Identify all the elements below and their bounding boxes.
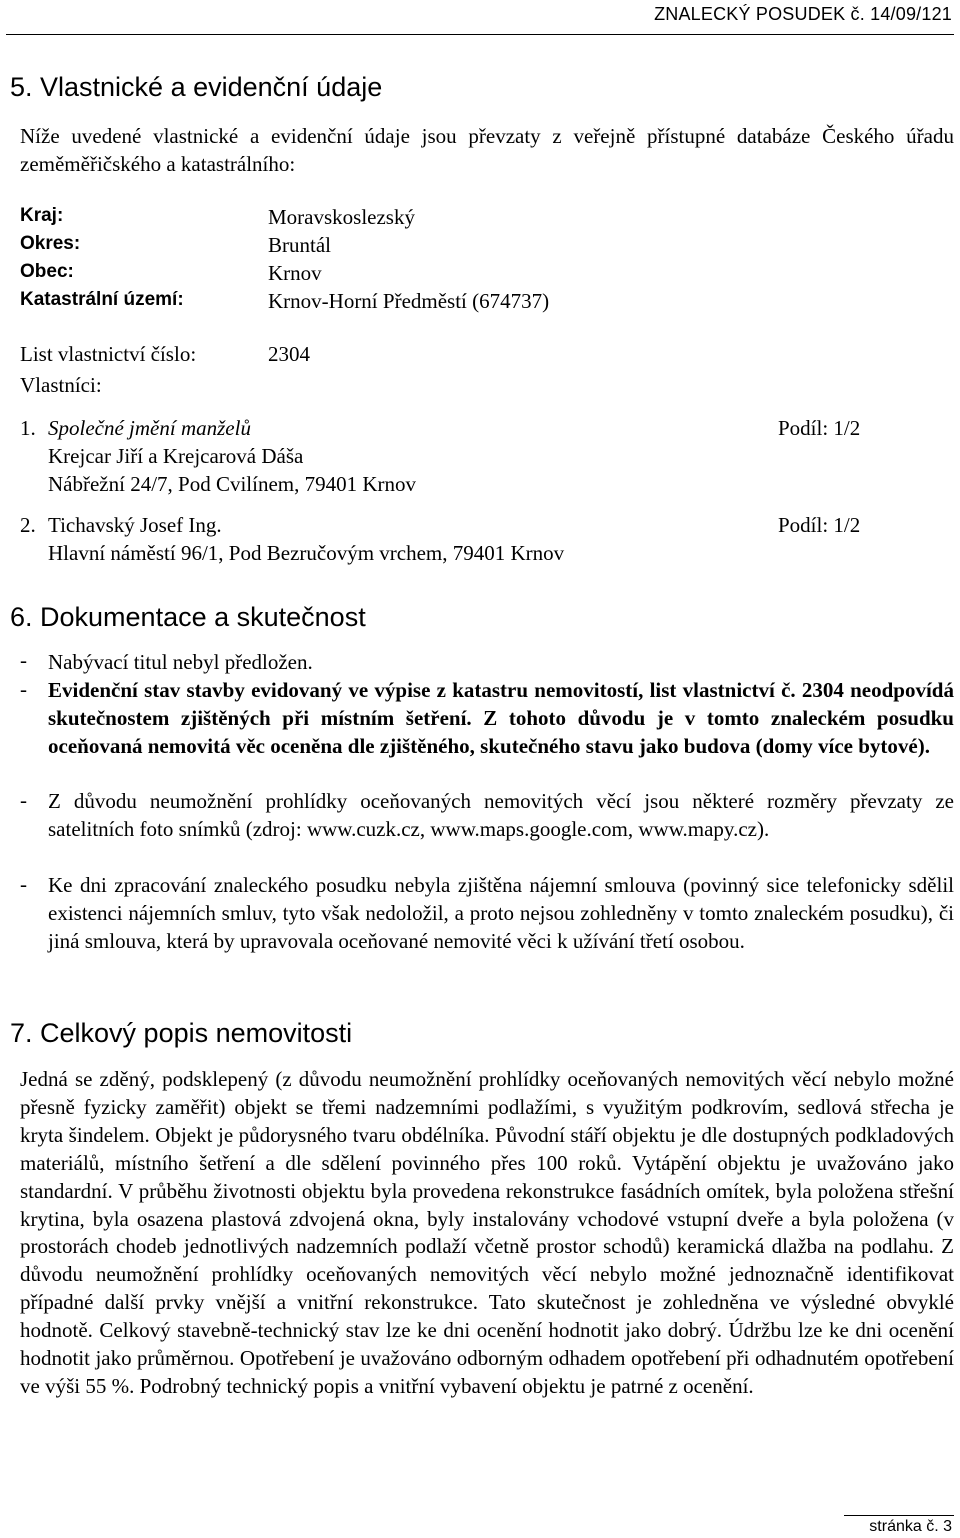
footer-rule — [844, 1515, 954, 1516]
page-number: stránka č. 3 — [869, 1518, 952, 1535]
list-dash: - — [20, 872, 27, 896]
list-dash: - — [20, 648, 27, 672]
field-label-kraj: Kraj: — [20, 205, 64, 226]
owner-1-name: Společné jmění manželů — [48, 416, 251, 440]
list-item: Ke dni zpracování znaleckého posudku nebyla zjištěna nájemní smlouva (povinný sice telefonicky sdělil existenci nájemních smluv, tyto však nedoložil, a proto nejsou zohledněny v tomto znaleckém posudku), či jiná smlouva, která by upravovala oceňované nemovité věci k užívání třetí osobou. — [48, 873, 954, 953]
header-rule — [6, 34, 954, 35]
owner-1-number: 1. — [20, 416, 36, 440]
section-7-title: 7. Celkový popis nemovitosti — [10, 1018, 353, 1048]
field-value-okres: Bruntál — [268, 233, 331, 257]
owner-2-name: Tichavský Josef Ing. — [48, 513, 222, 537]
section-7-body: Jedná se zděný, podsklepený (z důvodu neumožnění prohlídky oceňovaných nemovitých věcí nebylo možné přesně fyzicky zaměřit) objekt se třemi nadzemními podlažími, s využitým podkrovím, sedlová střecha je kryta šindelem. Objekt je půdorysného tvaru obdélníka. Původní stáří objektu je dle dostupných podkladových materiálů, místního šetření a dle sdělení povinného přes 100 roků. Vytápění objektu je uvažováno jako standardní. V průběhu životnosti objektu byla provedena rekonstrukce fasádních omítek, byla položena střešní krytina, byla osazena plastová zdvojená okna, byly instalovány vchodové vstupní dveře a byla položena (v prostorách chodeb jednotlivých nadzemních podlaží včetně prostor schodů) keramická dlažba na podlahu. Z důvodu neumožnění prohlídky oceňovaných nemovitých věcí nebylo možné jednoznačně identifikovat případné další prvky vnější a vnitřní rekonstrukce. Tato skutečnost je zohledněna ve výsledné obvyklé hodnotě. Celkový stavebně-technický stav lze ke dni ocenění hodnotit jako dobrý. Údržbu lze ke dni ocenění hodnotit jako průměrnou. Opotřebení je uvažováno odborným odhadem opotřebení při odhadnutém opotřebení ve výši 55 %. Podrobný technický popis a vnitřní vybavení objektu je patrné z ocenění. — [20, 1067, 954, 1398]
lv-value: 2304 — [268, 342, 310, 366]
list-item: Z důvodu neumožnění prohlídky oceňovaných nemovitých věcí jsou některé rozměry převzaty ze satelitních foto snímků (zdroj: www.cuzk.cz, www.maps.google.com, www.mapy.cz). — [48, 789, 954, 841]
field-label-katastralni-uzemi: Katastrální území: — [20, 289, 184, 310]
field-value-katastralni-uzemi: Krnov-Horní Předměstí (674737) — [268, 289, 550, 313]
field-label-okres: Okres: — [20, 233, 81, 254]
list-item-bold: Evidenční stav stavby evidovaný ve výpise z katastru nemovitostí, list vlastnictví č. 2304 neodpovídá skutečnostem zjištěných při místním šetření. Z tohoto důvodu je v tomto znaleckém posudku oceňovaná nemovitá věc oceněna dle zjištěného, skutečného stavu jako budova (domy více bytové). — [48, 678, 954, 758]
owner-2-share: Podíl: 1/2 — [778, 513, 861, 537]
lv-label: List vlastnictví číslo: — [20, 342, 197, 366]
section-5-intro: Níže uvedené vlastnické a evidenční údaje jsou převzaty z veřejně přístupné databáze Českého úřadu zeměměřičského a katastrálního: — [20, 124, 954, 176]
field-value-obec: Krnov — [268, 261, 322, 285]
owner-1-persons: Krejcar Jiří a Krejcarová Dáša — [48, 444, 304, 468]
list-dash: - — [20, 677, 27, 701]
list-item: Nabývací titul nebyl předložen. — [48, 650, 313, 674]
owners-label: Vlastníci: — [20, 373, 102, 397]
field-value-kraj: Moravskoslezský — [268, 205, 415, 229]
running-header: ZNALECKÝ POSUDEK č. 14/09/121 — [654, 4, 952, 24]
section-6-title: 6. Dokumentace a skutečnost — [10, 602, 366, 632]
section-5-title: 5. Vlastnické a evidenční údaje — [10, 72, 383, 102]
owner-2-number: 2. — [20, 513, 36, 537]
owner-1-address: Nábřežní 24/7, Pod Cvilínem, 79401 Krnov — [48, 472, 417, 496]
list-dash: - — [20, 788, 27, 812]
owner-1-share: Podíl: 1/2 — [778, 416, 861, 440]
field-label-obec: Obec: — [20, 261, 74, 282]
owner-2-address: Hlavní náměstí 96/1, Pod Bezručovým vrchem, 79401 Krnov — [48, 541, 565, 565]
